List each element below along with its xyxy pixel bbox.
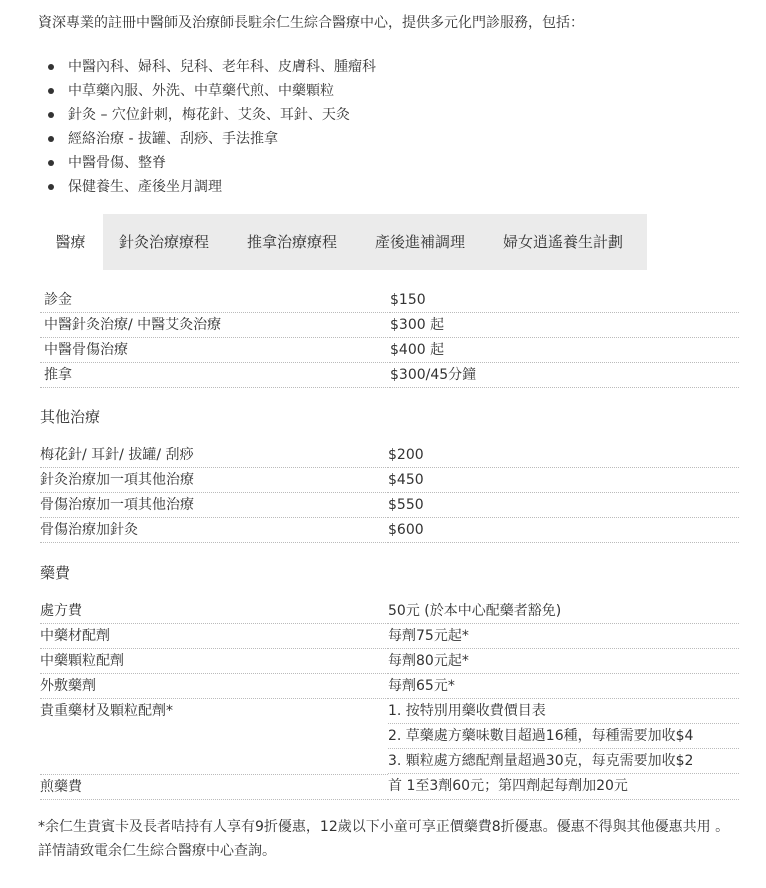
fee-price: 每劑75元起*	[388, 624, 739, 649]
fee-price: $300/45分鐘	[390, 363, 739, 388]
fee-item: 推拿	[40, 363, 390, 388]
fee-price: 50元 (於本中心配藥者豁免)	[388, 599, 739, 624]
fee-item: 外敷藥劑	[40, 674, 388, 699]
fee-item: 貴重藥材及顆粒配劑*	[40, 699, 388, 775]
footnote: *余仁生貴賓卡及長者咭持有人享有9折優惠，12歲以下小童可享正價藥費8折優惠。優惠不得與其他優惠共用 。詳情請致電余仁生綜合醫療中心查詢。	[38, 819, 730, 859]
table-row	[40, 288, 739, 313]
table-row	[40, 443, 739, 468]
fee-item: 骨傷治療加針灸	[40, 518, 388, 543]
list-item: 中草藥內服、外洗、中草藥代煎、中藥顆粒	[38, 81, 376, 105]
table-row	[40, 649, 739, 674]
fee-price: $450	[388, 468, 739, 493]
services-list	[38, 57, 376, 201]
precious-notes	[388, 699, 739, 775]
tab-tuina-course[interactable]: 推拿治療療程	[247, 233, 338, 251]
medicine-fee-table	[40, 599, 739, 800]
table-row	[40, 774, 739, 799]
fee-price: 每劑65元*	[388, 674, 739, 699]
fee-item: 處方費	[40, 599, 388, 624]
fee-price: $300 起	[390, 313, 739, 338]
fee-price: $550	[388, 493, 739, 518]
tab-medical[interactable]: 醫療	[38, 214, 103, 270]
fee-item: 中藥材配劑	[40, 624, 388, 649]
tab-women-wellness[interactable]: 婦女逍遙養生計劃	[503, 233, 624, 251]
table-row	[40, 699, 739, 775]
table-row	[40, 493, 739, 518]
fee-item: 中藥顆粒配劑	[40, 649, 388, 674]
fee-item: 診金	[40, 288, 390, 313]
list-item: 中醫骨傷、整脊	[38, 153, 376, 177]
list-item: 保健養生、產後坐月調理	[38, 177, 376, 201]
table-row	[40, 313, 739, 338]
list-item: 中醫內科、婦科、兒科、老年科、皮膚科、腫瘤科	[38, 57, 376, 81]
fee-price: $150	[390, 288, 739, 313]
fee-price: 首 1至3劑60元；第四劑起每劑加20元	[388, 774, 739, 799]
fee-price: $200	[388, 443, 739, 468]
fee-item: 梅花針/ 耳針/ 拔罐/ 刮痧	[40, 443, 388, 468]
table-row	[40, 338, 739, 363]
table-row	[40, 518, 739, 543]
other-treatments-table	[40, 443, 739, 543]
fee-price: $600	[388, 518, 739, 543]
table-row	[40, 674, 739, 699]
table-row	[40, 468, 739, 493]
fee-item: 針灸治療加一項其他治療	[40, 468, 388, 493]
table-row	[40, 363, 739, 388]
fee-price: 每劑80元起*	[388, 649, 739, 674]
table-row	[40, 599, 739, 624]
fee-item: 骨傷治療加一項其他治療	[40, 493, 388, 518]
fee-price: $400 起	[390, 338, 739, 363]
fee-item: 中醫針灸治療/ 中醫艾灸治療	[40, 313, 390, 338]
tab-bar	[38, 214, 647, 270]
tab-postnatal[interactable]: 產後進補調理	[375, 233, 466, 251]
precious-note: 3. 顆粒處方總配劑量超過30克，每克需要加收$2	[388, 749, 739, 774]
medicine-fee-title: 藥費	[40, 564, 71, 582]
other-treatments-title: 其他治療	[40, 408, 101, 426]
fee-item: 中醫骨傷治療	[40, 338, 390, 363]
list-item: 經絡治療 - 拔罐、刮痧、手法推拿	[38, 129, 376, 153]
table-row	[40, 624, 739, 649]
fee-item: 煎藥費	[40, 774, 388, 799]
consultation-fee-table	[40, 288, 739, 388]
precious-note: 2. 草藥處方藥味數目超過16種，每種需要加收$4	[388, 724, 739, 749]
list-item: 針灸 – 穴位針刺，梅花針、艾灸、耳針、天灸	[38, 105, 376, 129]
intro-text: 資深專業的註冊中醫師及治療師長駐余仁生綜合醫療中心，提供多元化門診服務，包括：	[38, 15, 584, 31]
precious-note: 1. 按特別用藥收費價目表	[388, 699, 739, 724]
tab-acupuncture-course[interactable]: 針灸治療療程	[119, 233, 210, 251]
